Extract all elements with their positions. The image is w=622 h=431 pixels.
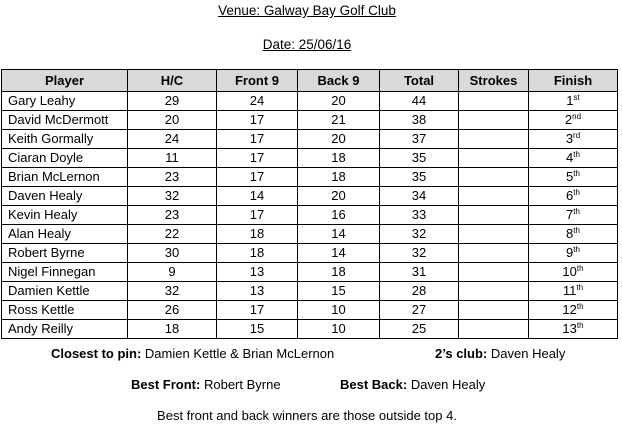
results-table-body (2, 92, 618, 339)
back9-cell: 14 (298, 225, 380, 244)
front9-cell: 17 (217, 301, 298, 320)
finish-cell (529, 282, 618, 301)
finish-position: 9 (566, 245, 574, 260)
back9-cell: 10 (298, 320, 380, 339)
results-table-header (2, 70, 618, 92)
strokes-cell (459, 187, 529, 206)
finish-suffix: th (576, 264, 584, 273)
finish-position: 3 (565, 131, 574, 146)
twos-club-value: Daven Healy (490, 346, 566, 361)
total-cell: 28 (380, 282, 459, 301)
front9-cell: 18 (217, 244, 298, 263)
handicap-cell: 23 (128, 206, 217, 225)
column-header-back9: Back 9 (298, 70, 380, 92)
back9-cell: 20 (298, 130, 380, 149)
total-cell: 34 (380, 187, 459, 206)
twos-club (435, 346, 565, 361)
front9-cell: 17 (217, 130, 298, 149)
total-cell: 35 (380, 168, 459, 187)
column-header-player: Player (2, 70, 128, 92)
finish-cell (529, 225, 618, 244)
back9-cell: 18 (298, 263, 380, 282)
handicap-cell: 22 (128, 225, 217, 244)
best-front-value: Robert Byrne (203, 377, 281, 392)
handicap-cell: 11 (128, 149, 217, 168)
column-header-finish: Finish (529, 70, 618, 92)
table-row (2, 225, 618, 244)
back9-cell: 20 (298, 92, 380, 111)
finish-position: 6 (566, 188, 574, 203)
handicap-cell: 29 (128, 92, 217, 111)
strokes-cell (459, 301, 529, 320)
column-header-total: Total (380, 70, 459, 92)
back9-cell: 18 (298, 168, 380, 187)
finish-position: 4 (566, 150, 574, 165)
finish-position: 11 (562, 283, 577, 298)
back9-cell: 10 (298, 301, 380, 320)
front9-cell: 17 (217, 149, 298, 168)
finish-suffix: nd (572, 112, 582, 121)
strokes-cell (459, 111, 529, 130)
finish-position: 7 (566, 207, 574, 222)
table-row (2, 301, 618, 320)
column-header-strokes: Strokes (459, 70, 529, 92)
player-cell: Daven Healy (2, 187, 128, 206)
finish-cell (529, 168, 618, 187)
finish-suffix: th (573, 226, 580, 235)
player-cell: Robert Byrne (2, 244, 128, 263)
finish-cell (529, 244, 618, 263)
total-cell: 27 (380, 301, 459, 320)
total-cell: 38 (380, 111, 459, 130)
handicap-cell: 32 (128, 187, 217, 206)
table-row (2, 263, 618, 282)
total-cell: 25 (380, 320, 459, 339)
finish-cell (529, 301, 618, 320)
total-cell: 32 (380, 244, 459, 263)
footnote: Best front and back winners are those outside top 4. (157, 408, 457, 423)
strokes-cell (459, 263, 529, 282)
date-heading: Date: 25/06/16 (262, 37, 352, 52)
table-row (2, 92, 618, 111)
finish-cell (529, 187, 618, 206)
player-cell: Damien Kettle (2, 282, 128, 301)
handicap-cell: 32 (128, 282, 217, 301)
strokes-cell (459, 244, 529, 263)
results-table (1, 69, 618, 339)
table-row (2, 282, 618, 301)
total-cell: 32 (380, 225, 459, 244)
finish-suffix: th (573, 169, 580, 178)
back9-cell: 16 (298, 206, 380, 225)
player-cell: David McDermott (2, 111, 128, 130)
best-back (340, 377, 485, 392)
finish-cell (529, 320, 618, 339)
front9-cell: 15 (217, 320, 298, 339)
finish-position: 1 (566, 93, 574, 108)
finish-suffix: th (576, 302, 584, 311)
strokes-cell (459, 320, 529, 339)
best-front (131, 377, 281, 392)
total-cell: 35 (380, 149, 459, 168)
finish-suffix: th (573, 245, 580, 254)
handicap-cell: 24 (128, 130, 217, 149)
table-row (2, 244, 618, 263)
finish-position: 5 (566, 169, 574, 184)
back9-cell: 20 (298, 187, 380, 206)
finish-position: 12 (562, 302, 577, 317)
front9-cell: 18 (217, 225, 298, 244)
table-row (2, 168, 618, 187)
total-cell: 44 (380, 92, 459, 111)
finish-position: 13 (562, 321, 577, 336)
finish-cell (529, 130, 618, 149)
front9-cell: 13 (217, 263, 298, 282)
handicap-cell: 30 (128, 244, 217, 263)
table-row (2, 187, 618, 206)
closest-to-pin (51, 346, 334, 361)
front9-cell: 14 (217, 187, 298, 206)
total-cell: 33 (380, 206, 459, 225)
player-cell: Nigel Finnegan (2, 263, 128, 282)
header-row (2, 70, 618, 92)
strokes-cell (459, 92, 529, 111)
finish-suffix: th (576, 283, 584, 292)
handicap-cell: 23 (128, 168, 217, 187)
strokes-cell (459, 206, 529, 225)
finish-suffix: th (576, 321, 584, 330)
total-cell: 37 (380, 130, 459, 149)
front9-cell: 17 (217, 111, 298, 130)
finish-cell (529, 149, 618, 168)
best-front-label: Best Front: (131, 377, 201, 392)
front9-cell: 13 (217, 282, 298, 301)
finish-cell (529, 263, 618, 282)
back9-cell: 14 (298, 244, 380, 263)
player-cell: Gary Leahy (2, 92, 128, 111)
twos-club-label: 2’s club: (435, 346, 488, 361)
strokes-cell (459, 149, 529, 168)
finish-suffix: th (573, 207, 580, 216)
closest-to-pin-value: Damien Kettle & Brian McLernon (144, 346, 335, 361)
finish-suffix: th (573, 150, 580, 159)
front9-cell: 24 (217, 92, 298, 111)
handicap-cell: 18 (128, 320, 217, 339)
best-back-label: Best Back: (340, 377, 408, 392)
finish-suffix: th (573, 188, 580, 197)
handicap-cell: 20 (128, 111, 217, 130)
player-cell: Alan Healy (2, 225, 128, 244)
table-row (2, 111, 618, 130)
table-row (2, 320, 618, 339)
handicap-cell: 26 (128, 301, 217, 320)
strokes-cell (459, 168, 529, 187)
finish-suffix: st (573, 93, 580, 102)
player-cell: Keith Gormally (2, 130, 128, 149)
table-row (2, 149, 618, 168)
player-cell: Ciaran Doyle (2, 149, 128, 168)
player-cell: Brian McLernon (2, 168, 128, 187)
venue-heading: Venue: Galway Bay Golf Club (218, 3, 396, 18)
finish-suffix: rd (573, 131, 581, 140)
strokes-cell (459, 130, 529, 149)
strokes-cell (459, 282, 529, 301)
closest-to-pin-label: Closest to pin: (51, 346, 142, 361)
handicap-cell: 9 (128, 263, 217, 282)
column-header-hc: H/C (128, 70, 217, 92)
total-cell: 31 (380, 263, 459, 282)
finish-position: 8 (566, 226, 574, 241)
back9-cell: 21 (298, 111, 380, 130)
player-cell: Kevin Healy (2, 206, 128, 225)
front9-cell: 17 (217, 168, 298, 187)
table-row (2, 130, 618, 149)
column-header-front9: Front 9 (217, 70, 298, 92)
player-cell: Andy Reilly (2, 320, 128, 339)
player-cell: Ross Kettle (2, 301, 128, 320)
best-back-value: Daven Healy (410, 377, 486, 392)
finish-cell (529, 92, 618, 111)
back9-cell: 15 (298, 282, 380, 301)
back9-cell: 18 (298, 149, 380, 168)
finish-position: 2 (564, 112, 573, 127)
front9-cell: 17 (217, 206, 298, 225)
strokes-cell (459, 225, 529, 244)
table-row (2, 206, 618, 225)
finish-cell (529, 206, 618, 225)
finish-position: 10 (562, 264, 577, 279)
finish-cell (529, 111, 618, 130)
